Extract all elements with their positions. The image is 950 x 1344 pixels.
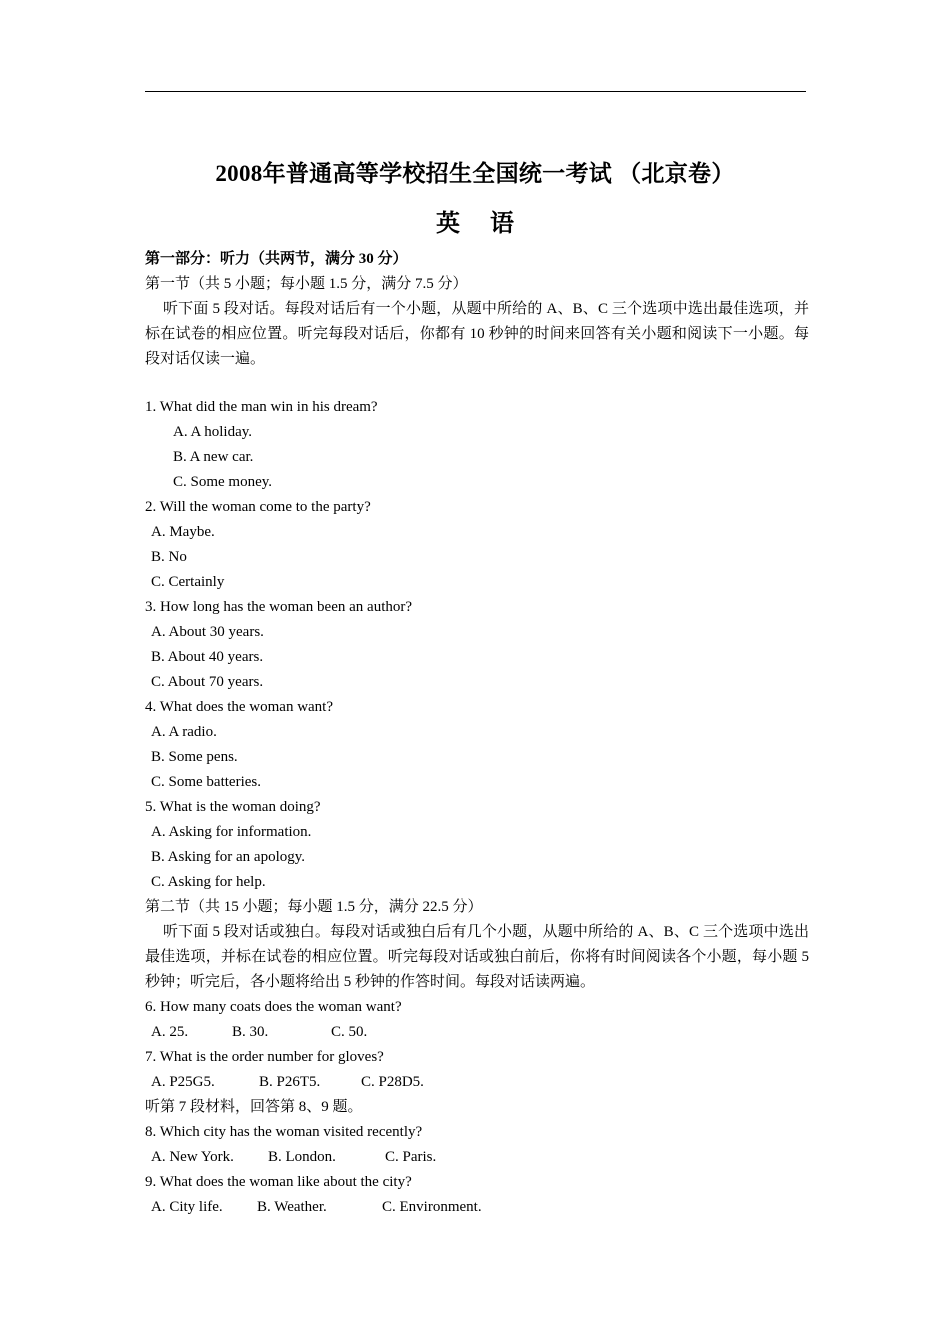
answer-options-row bbox=[145, 1070, 809, 1095]
answer-option: A. A radio. bbox=[151, 724, 217, 740]
question-text: 4. What does the woman want? bbox=[145, 699, 334, 715]
answer-options-row bbox=[145, 1145, 809, 1170]
answer-option: B. A new car. bbox=[173, 449, 254, 465]
answer-option: A. About 30 years. bbox=[151, 624, 264, 640]
question-block bbox=[145, 595, 809, 695]
answer-option: A. 25. bbox=[151, 1024, 189, 1040]
exam-content bbox=[145, 247, 809, 1220]
section1-heading: 第一节（共 5 小题；每小题 1.5 分，满分 7.5 分） bbox=[145, 276, 468, 292]
answer-option: C. Certainly bbox=[151, 574, 225, 590]
answer-option: A. Asking for information. bbox=[151, 824, 312, 840]
answer-option: B. 30. bbox=[232, 1024, 269, 1040]
answer-option: C. Some batteries. bbox=[151, 774, 261, 790]
section2-heading: 第二节（共 15 小题；每小题 1.5 分，满分 22.5 分） bbox=[145, 899, 483, 915]
question-text: 6. How many coats does the woman want? bbox=[145, 999, 402, 1015]
question-block bbox=[145, 495, 809, 595]
question-text: 2. Will the woman come to the party? bbox=[145, 499, 371, 515]
question-text: 5. What is the woman doing? bbox=[145, 799, 321, 815]
question-block bbox=[145, 795, 809, 895]
answer-option: C. Environment. bbox=[382, 1199, 482, 1215]
answer-option: B. No bbox=[151, 549, 187, 565]
question-text: 7. What is the order number for gloves? bbox=[145, 1049, 384, 1065]
answer-option: C. About 70 years. bbox=[151, 674, 264, 690]
material-note: 听第 7 段材料，回答第 8、9 题。 bbox=[145, 1099, 363, 1115]
answer-option: A. City life. bbox=[151, 1199, 223, 1215]
header-rule bbox=[145, 91, 806, 92]
question-text: 8. Which city has the woman visited recently? bbox=[145, 1124, 423, 1140]
question-block bbox=[145, 695, 809, 795]
answer-options-row bbox=[145, 1195, 809, 1220]
answer-option: B. Asking for an apology. bbox=[151, 849, 306, 865]
answer-option: B. Weather. bbox=[257, 1199, 327, 1215]
question-text: 3. How long has the woman been an author? bbox=[145, 599, 413, 615]
exam-title: 2008年普通高等学校招生全国统一考试 （北京卷） bbox=[215, 161, 735, 186]
question-block bbox=[145, 395, 809, 495]
question-text: 9. What does the woman like about the city? bbox=[145, 1174, 412, 1190]
section1-instructions: 听下面 5 段对话。每段对话后有一个小题，从题中所给的 A、B、C 三个选项中选出最佳选项，并标在试卷的相应位置。听完每段对话后，你都有 10 秒钟的时间来回答有关小题和阅读下一小题。每段对话仅读一遍。 bbox=[145, 301, 809, 367]
answer-option: B. Some pens. bbox=[151, 749, 238, 765]
answer-option: C. Some money. bbox=[173, 474, 273, 490]
answer-option: A. Maybe. bbox=[151, 524, 215, 540]
answer-option: B. London. bbox=[268, 1149, 336, 1165]
answer-option: A. New York. bbox=[151, 1149, 234, 1165]
question-text: 1. What did the man win in his dream? bbox=[145, 399, 378, 415]
answer-option: B. P26T5. bbox=[259, 1074, 321, 1090]
answer-options-row bbox=[145, 1020, 809, 1045]
answer-option: C. P28D5. bbox=[361, 1074, 424, 1090]
part1-heading: 第一部分：听力（共两节，满分 30 分） bbox=[145, 251, 408, 267]
spacer bbox=[145, 372, 809, 395]
answer-option: C. Paris. bbox=[385, 1149, 437, 1165]
section2-instructions: 听下面 5 段对话或独白。每段对话或独白后有几个小题，从题中所给的 A、B、C 三个选项中选出最佳选项，并标在试卷的相应位置。听完每段对话或独白前后，你将有时间阅读各个小题，每小题 5 秒钟；听完后，各小题将给出 5 秒钟的作答时间。每段对话读两遍。 bbox=[145, 924, 809, 990]
answer-option: C. Asking for help. bbox=[151, 874, 266, 890]
answer-option: B. About 40 years. bbox=[151, 649, 264, 665]
answer-option: A. A holiday. bbox=[173, 424, 253, 440]
exam-subject: 英 语 bbox=[436, 211, 526, 237]
answer-option: C. 50. bbox=[331, 1024, 368, 1040]
answer-option: A. P25G5. bbox=[151, 1074, 215, 1090]
